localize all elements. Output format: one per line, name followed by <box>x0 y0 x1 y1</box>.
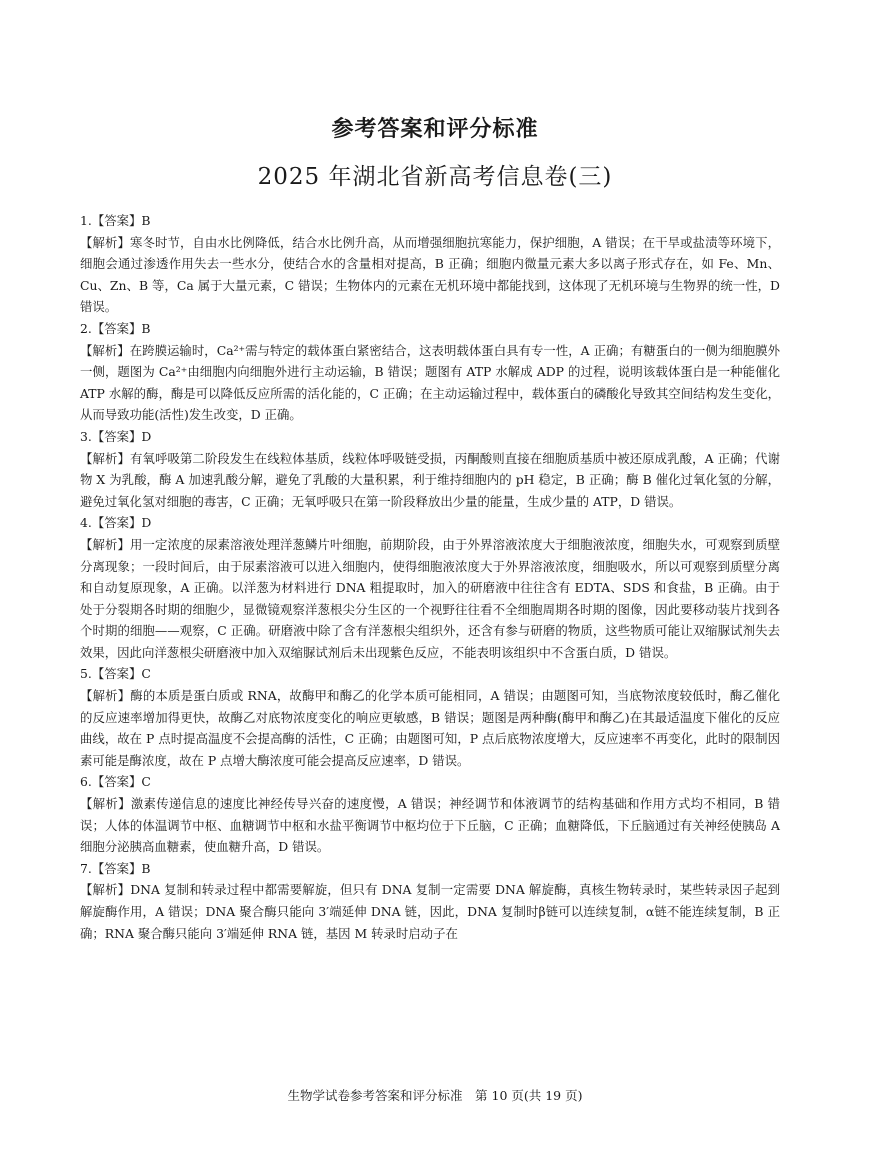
answer-line: 5.【答案】C <box>80 666 151 682</box>
explanation-text: 【解析】激素传递信息的速度比神经传导兴奋的速度慢，A 错误；神经调节和体液调节的结构基础和作用方式均不相同，B 错误；人体的体温调节中枢、血糖调节中枢和水盐平衡调节中枢均位于下丘脑，C 正确；血糖降低，下丘脑通过有关神经使胰岛 A 细胞分泌胰高血糖素，使血糖升高，D 错误。 <box>80 796 780 855</box>
question-7 <box>80 858 780 944</box>
answer-line: 6.【答案】C <box>80 774 151 790</box>
question-5 <box>80 663 780 771</box>
explanation-text: 【解析】有氧呼吸第二阶段发生在线粒体基质，线粒体呼吸链受损，丙酮酸则直接在细胞质基质中被还原成乳酸，A 正确；代谢物 X 为乳酸，酶 A 加速乳酸分解，避免了乳酸的大量积累，利于维持细胞内的 pH 稳定，B 正确；酶 B 催化过氧化氢的分解，避免过氧化氢对细胞的毒害，C 正确；无氧呼吸只在第一阶段释放出少量的能量，生成少量的 ATP，D 错误。 <box>80 450 780 509</box>
answer-line: 1.【答案】B <box>80 213 151 228</box>
page-title: 参考答案和评分标准 <box>331 117 539 142</box>
answer-line: 4.【答案】D <box>80 515 152 531</box>
answer-line: 7.【答案】B <box>80 860 151 876</box>
explanation-text: 【解析】在跨膜运输时，Ca²⁺需与特定的载体蛋白紧密结合，这表明载体蛋白具有专一性，A 正确；有糖蛋白的一侧为细胞膜外一侧，题图为 Ca²⁺由细胞内向细胞外进行主动运输，B 错误；题图有 ATP 水解成 ADP 的过程，说明该载体蛋白是一种能催化 ATP 水解的酶，酶是可以降低反应所需的活化能的，C 正确；在主动运输过程中，载体蛋白的磷酸化导致其空间结构发生变化，从而导致功能(活性)发生改变，D 正确。 <box>80 342 780 423</box>
question-1 <box>80 210 780 318</box>
question-6 <box>80 771 780 857</box>
explanation-text: 【解析】DNA 复制和转录过程中都需要解旋，但只有 DNA 复制一定需要 DNA 解旋酶，真核生物转录时，某些转录因子起到解旋酶作用，A 错误；DNA 聚合酶只能向 3′端延伸 DNA 链，因此，DNA 复制时β链可以连续复制，α链不能连续复制，B 正确；RNA 聚合酶只能向 3′端延伸 RNA 链，基因 M 转录时启动子在 <box>80 882 780 941</box>
page-footer: 生物学试卷参考答案和评分标准 第 10 页(共 19 页) <box>287 1088 583 1103</box>
answer-line: 3.【答案】D <box>80 428 152 444</box>
explanation-text: 【解析】酶的本质是蛋白质或 RNA，故酶甲和酶乙的化学本质可能相同，A 错误；由题图可知，当底物浓度较低时，酶乙催化的反应速率增加得更快，故酶乙对底物浓度变化的响应更敏感，B 错误；题图是两种酶(酶甲和酶乙)在其最适温度下催化的反应曲线，故在 P 点时提高温度不会提高酶的活性，C 正确；由题图可知，P 点后底物浓度增大，反应速率不再变化，此时的限制因素可能是酶浓度，故在 P 点增大酶浓度可能会提高反应速率，D 错误。 <box>80 688 780 768</box>
exam-subtitle: 2025 年湖北省新高考信息卷(三) <box>257 164 613 190</box>
question-3 <box>80 426 780 512</box>
answers-body <box>80 210 780 944</box>
explanation-text: 【解析】寒冬时节，自由水比例降低，结合水比例升高，从而增强细胞抗寒能力，保护细胞，A 错误；在干旱或盐渍等环境下，细胞会通过渗透作用失去一些水分，使结合水的含量相对提高，B 正确；细胞内微量元素大多以离子形式存在，如 Fe、Mn、Cu、Zn、B 等，Ca 属于大量元素，C 错误；生物体内的元素在无机环境中都能找到，这体现了无机环境与生物界的统一性，D 错误。 <box>80 234 780 315</box>
answer-line: 2.【答案】B <box>80 320 151 336</box>
question-4 <box>80 512 780 663</box>
question-2 <box>80 318 780 426</box>
explanation-text: 【解析】用一定浓度的尿素溶液处理洋葱鳞片叶细胞，前期阶段，由于外界溶液浓度大于细胞液浓度，细胞失水，可观察到质壁分离现象；一段时间后，由于尿素溶液可以进入细胞内，使得细胞液浓度大于外界溶液浓度，细胞吸水，所以可观察到质壁分离和自动复原现象，A 正确。以洋葱为材料进行 DNA 粗提取时，加入的研磨液中往往含有 EDTA、SDS 和食盐，B 正确。由于处于分裂期各时期的细胞少，显微镜观察洋葱根尖分生区的一个视野往往看不全细胞周期各时期的图像，因此要移动装片找到各个时期的细胞——观察，C 正确。研磨液中除了含有洋葱根尖组织外，还含有参与研磨的物质，这些物质可能让双缩脲试剂失去效果，因此向洋葱根尖研磨液中加入双缩脲试剂后未出现紫色反应，不能表明该组织中不含蛋白质，D 错误。 <box>80 536 780 660</box>
